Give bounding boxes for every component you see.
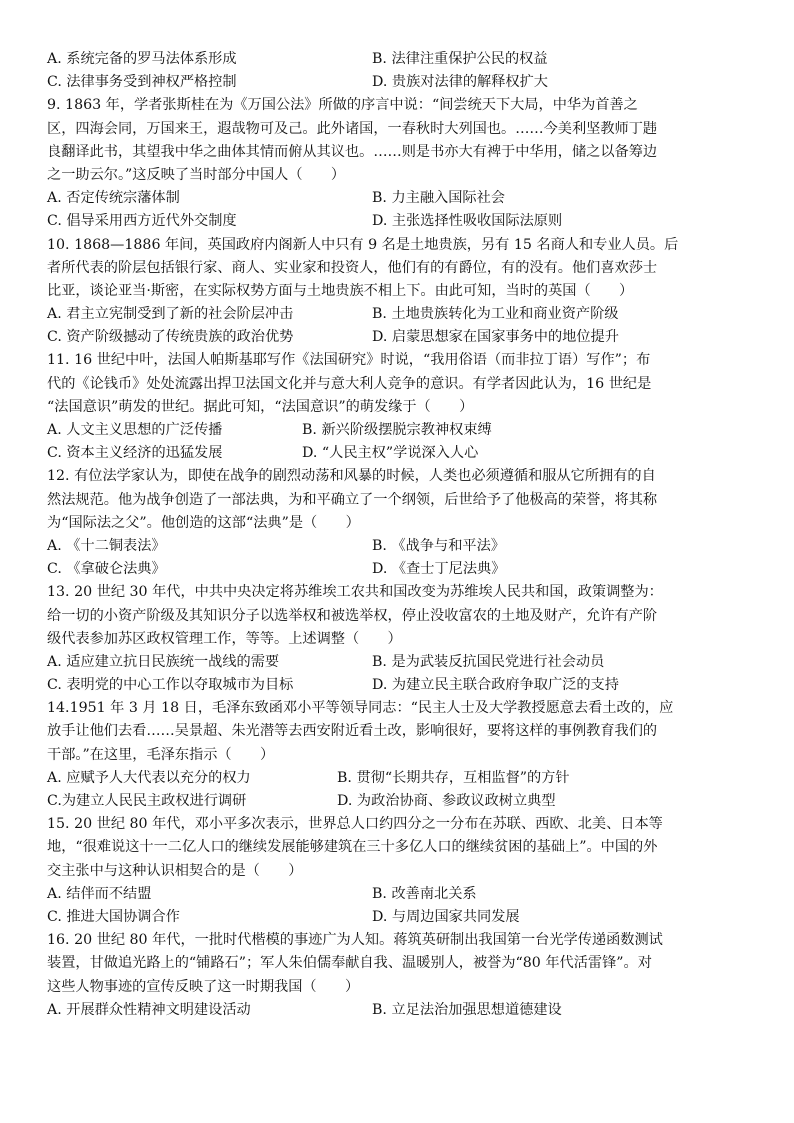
q11-stem-line: 11. 16 世纪中叶，法国人帕斯基耶写作《法国研究》时说，“我用俗语（而非拉丁语）写作”；布 — [47, 352, 651, 369]
q8-option-d: D. 贵族对法律的解释权扩大 — [372, 74, 548, 91]
q8-option-b: B. 法律注重保护公民的权益 — [372, 51, 548, 67]
q10-option-a: A. 君主立宪制受到了新的社会阶层冲击 — [47, 306, 294, 323]
q8-options-row-2 — [47, 71, 747, 94]
q11-options-row-2 — [47, 442, 747, 465]
q13-stem-line: 给一切的小资产阶级及其知识分子以选举权和被选举权，停止没收富农的土地及财产，允许有产阶 — [47, 607, 658, 624]
question-15 — [47, 813, 747, 929]
q8-option-a: A. 系统完备的罗马法体系形成 — [47, 51, 237, 67]
q14-options-row-1 — [47, 767, 747, 790]
q15-option-c: C. 推进大国协调合作 — [47, 908, 180, 925]
q11-stem-line: “法国意识”萌发的世纪。据此可知，“法国意识”的萌发缘于（ ） — [47, 398, 474, 415]
q16-stem-line: 这些人物事迹的宣传反映了这一时期我国（ ） — [47, 978, 360, 995]
q12-option-b: B. 《战争与和平法》 — [372, 537, 505, 554]
q13-option-b: B. 是为武装反抗国民党进行社会动员 — [372, 653, 605, 670]
question-16 — [47, 929, 747, 1022]
q11-option-d: D. “人民主权”学说深入人心 — [302, 445, 479, 462]
q14-option-c: C.为建立人民民主政权进行调研 — [47, 793, 247, 809]
q13-options-row-2 — [47, 674, 747, 697]
q16-option-a: A. 开展群众性精神文明建设活动 — [47, 1001, 251, 1018]
q15-options-row-2 — [47, 906, 747, 929]
q9-stem-line: 区，四海会同，万国来王，遐哉物可及己。此外诸国，一春秋时大列国也。……今美利坚教师丁韪 — [47, 120, 658, 137]
q11-options-row-1 — [47, 419, 747, 442]
q14-stem-line: 干部。”在这里，毛泽东指示（ ） — [47, 746, 275, 763]
q13-option-a: A. 适应建立抗日民族统一战线的需要 — [47, 653, 280, 670]
q15-option-a: A. 结伴而不结盟 — [47, 885, 152, 902]
q11-option-a: A. 人文主义思想的广泛传播 — [47, 422, 223, 438]
q11-option-b: B. 新兴阶级摆脱宗教神权束缚 — [302, 422, 492, 438]
question-12 — [47, 465, 747, 581]
q12-option-c: C. 《拿破仑法典》 — [47, 561, 166, 578]
q13-stem-line: 13. 20 世纪 30 年代，中共中央决定将苏维埃工农共和国改变为苏维埃人民共和国，政策调整为： — [47, 584, 663, 601]
q14-option-b: B. 贯彻“长期共存，互相监督”的方针 — [337, 769, 570, 786]
q12-options-row-1 — [47, 535, 747, 558]
q10-option-c: C. 资产阶级撼动了传统贵族的政治优势 — [47, 329, 294, 346]
q10-stem-line: 者所代表的阶层包括银行家、商人、实业家和投资人，他们有的有爵位，有的没有。他们喜欢莎士 — [47, 259, 658, 276]
q12-option-d: D. 《查士丁尼法典》 — [372, 561, 506, 578]
q8-option-c: C. 法律事务受到神权严格控制 — [47, 74, 237, 91]
q12-options-row-2 — [47, 558, 747, 581]
q14-stem-line: 放手让他们去看……吴景超、朱光潜等去西安附近看土改，影响很好，要将这样的事例教育我们的 — [47, 723, 658, 740]
q9-options-row-1 — [47, 187, 747, 210]
q9-option-c: C. 倡导采用西方近代外交制度 — [47, 213, 237, 230]
q10-option-b: B. 土地贵族转化为工业和商业资产阶级 — [372, 306, 619, 323]
q9-option-b: B. 力主融入国际社会 — [372, 190, 505, 207]
q13-option-c: C. 表明党的中心工作以夺取城市为目标 — [47, 677, 294, 694]
q8-options-row-1 — [47, 48, 747, 71]
q15-stem-line: 15. 20 世纪 80 年代，邓小平多次表示，世界总人口约四分之一分布在苏联、西欧、北美、日本等 — [47, 816, 663, 833]
q12-stem-line: 然法规范。他为战争创造了一部法典，为和平确立了一个纲领，后世给予了他极高的荣誉，将其称 — [47, 491, 658, 508]
q9-option-d: D. 主张选择性吸收国际法原则 — [372, 213, 563, 230]
question-13 — [47, 581, 747, 697]
q16-option-b: B. 立足法治加强思想道德建设 — [372, 1001, 562, 1018]
q10-options-row-1 — [47, 303, 747, 326]
q15-stem-line: 地，“很难说这十一二亿人口的继续发展能够建筑在三十多亿人口的继续贫困的基础上”。中国的外 — [47, 839, 658, 856]
q9-options-row-2 — [47, 210, 747, 233]
q15-options-row-1 — [47, 883, 747, 906]
q16-options-row-1 — [47, 999, 747, 1022]
q11-option-c: C. 资本主义经济的迅猛发展 — [47, 445, 223, 462]
q15-option-b: B. 改善南北关系 — [372, 885, 477, 902]
q14-option-d: D. 为政治协商、参政议政树立典型 — [337, 793, 556, 809]
question-9 — [47, 94, 747, 233]
question-11 — [47, 349, 747, 465]
q14-stem-line: 14.1951 年 3 月 18 日，毛泽东致函邓小平等领导同志：“民主人士及大学教授愿意去看土改的，应 — [47, 700, 674, 717]
q9-stem-line: 之一助云尔。”这反映了当时部分中国人（ ） — [47, 166, 346, 183]
q10-options-row-2 — [47, 326, 747, 349]
q12-stem-line: 12. 有位法学家认为，即使在战争的剧烈动荡和风暴的时候，人类也必须遵循和服从它所拥有的自 — [47, 468, 656, 485]
question-10 — [47, 234, 747, 350]
q13-option-d: D. 为建立民主联合政府争取广泛的支持 — [372, 677, 619, 694]
q10-stem-line: 比亚，谈论亚当·斯密，在实际权势方面与土地贵族不相上下。由此可知，当时的英国（ ） — [47, 282, 634, 299]
q16-stem-line: 16. 20 世纪 80 年代，一批时代楷模的事迹广为人知。蒋筑英研制出我国第一台光学传递函数测试 — [47, 932, 663, 949]
q14-options-row-2 — [47, 790, 747, 813]
q9-stem-line: 良翻译此书，其望我中华之曲体其情而俯从其议也。……则是书亦大有裨于中华用，储之以备筹边 — [47, 143, 658, 160]
q13-options-row-1 — [47, 651, 747, 674]
q13-stem-line: 级代表参加苏区政权管理工作，等等。上述调整（ ） — [47, 630, 402, 647]
q16-stem-line: 装置，甘做追光路上的“铺路石”；军人朱伯儒奉献自我、温暖别人，被誉为“80 年代活雷锋”。对 — [47, 955, 652, 972]
q12-stem-line: 为“国际法之父”。他创造的这部“法典”是（ ） — [47, 514, 360, 531]
exam-page — [47, 48, 747, 1022]
q9-stem-line: 9. 1863 年，学者张斯桂在为《万国公法》所做的序言中说：“间尝统天下大局，中华为首善之 — [47, 97, 638, 114]
q15-option-d: D. 与周边国家共同发展 — [372, 908, 520, 925]
q15-stem-line: 交主张中与这种认识相契合的是（ ） — [47, 862, 303, 879]
q12-option-a: A. 《十二铜表法》 — [47, 537, 166, 554]
q9-option-a: A. 否定传统宗藩体制 — [47, 190, 180, 207]
q11-stem-line: 代的《论钱币》处处流露出捍卫法国文化并与意大利人竞争的意识。有学者因此认为，16 世纪是 — [47, 375, 652, 392]
q10-option-d: D. 启蒙思想家在国家事务中的地位提升 — [372, 329, 619, 346]
question-14 — [47, 697, 747, 813]
q10-stem-line: 10. 1868—1886 年间，英国政府内阁新人中只有 9 名是土地贵族，另有 15 名商人和专业人员。后 — [47, 236, 679, 253]
q14-option-a: A. 应赋予人大代表以充分的权力 — [47, 769, 251, 786]
